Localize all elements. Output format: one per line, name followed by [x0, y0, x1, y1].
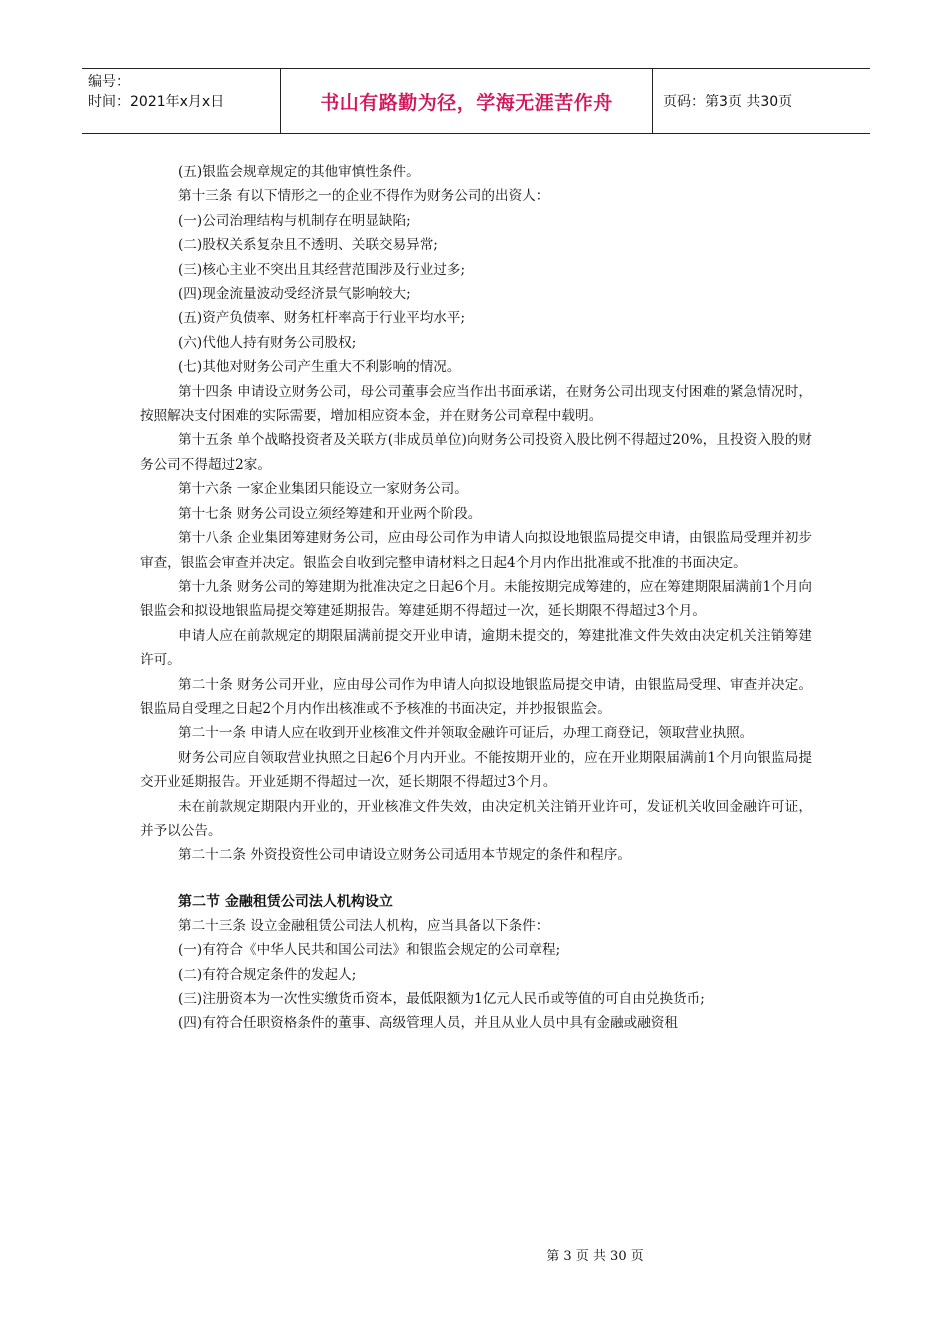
paragraph: 第二十三条 设立金融租赁公司法人机构，应当具备以下条件：: [178, 917, 550, 934]
list-item: (五)银监会规章规定的其他审慎性条件。: [178, 164, 420, 180]
header-meta: [82, 69, 281, 133]
list-item: (三)注册资本为一次性实缴货币资本，最低限额为1亿元人民币或等值的可自由兑换货币;: [178, 991, 705, 1007]
header-time-label: 时间：2021年x月x日: [88, 94, 225, 110]
paragraph: 未在前款规定期限内开业的，开业核准文件失效，由决定机关注销开业许可，发证机关收回金融许可证，并予以公告。: [140, 798, 812, 839]
header-page-info: 页码：第3页 共30页: [663, 94, 793, 110]
paragraph: 第二十条 财务公司开业，应由母公司作为申请人向拟设地银监局提交申请，由银监局受理、审查并决定。银监局自受理之日起2个月内作出核准或不予核准的书面决定，并抄报银监会。: [140, 676, 812, 717]
paragraph: 第十六条 一家企业集团只能设立一家财务公司。: [178, 481, 468, 498]
paragraph: 申请人应在前款规定的期限届满前提交开业申请，逾期未提交的，筹建批准文件失效由决定机关注销筹建许可。: [140, 627, 812, 669]
list-item: (二)股权关系复杂且不透明、关联交易异常;: [178, 237, 438, 254]
section-leasing-company: [140, 914, 812, 1036]
list-item: (七)其他对财务公司产生重大不利影响的情况。: [178, 359, 461, 376]
list-item: (五)资产负债率、财务杠杆率高于行业平均水平;: [178, 310, 466, 327]
header-number-label: 编号：: [88, 74, 130, 90]
paragraph: 第二十一条 申请人应在收到开业核准文件并领取金融许可证后，办理工商登记，领取营业执照。: [178, 725, 754, 742]
page-footer: [0, 1245, 950, 1264]
paragraph: 第二十二条 外资投资性公司申请设立财务公司适用本节规定的条件和程序。: [178, 847, 631, 864]
header-motto: 书山有路勤为径，学海无涯苦作舟: [281, 69, 653, 133]
section-title: 第二节 金融租赁公司法人机构设立: [178, 893, 393, 910]
list-item: (一)有符合《中华人民共和国公司法》和银监会规定的公司章程;: [178, 942, 561, 959]
footer-page-number: 第 3 页 共 30 页: [546, 1249, 644, 1264]
list-item: (二)有符合规定条件的发起人;: [178, 966, 357, 983]
page-header: [82, 68, 870, 134]
paragraph: 第十七条 财务公司设立须经筹建和开业两个阶段。: [178, 505, 482, 522]
paragraph: 财务公司应自领取营业执照之日起6个月内开业。不能按期开业的，应在开业期限届满前1个月向银监局提交开业延期报告。开业延期不得超过一次，延长期限不得超过3个月。: [140, 749, 812, 791]
paragraph: 第十八条 企业集团筹建财务公司，应由母公司作为申请人向拟设地银监局提交申请，由银监局受理并初步审查，银监会审查并决定。银监会自收到完整申请材料之日起4个月内作出批准或不批准的书面决定。: [140, 530, 812, 571]
paragraph: 第十四条 申请设立财务公司，母公司董事会应当作出书面承诺，在财务公司出现支付困难的紧急情况时，按照解决支付困难的实际需要，增加相应资本金，并在财务公司章程中载明。: [140, 383, 812, 425]
list-item: (四)现金流量波动受经济景气影响较大;: [178, 286, 411, 303]
paragraph: 第十五条 单个战略投资者及关联方(非成员单位)向财务公司投资入股比例不得超过20%，且投资入股的财务公司不得超过2家。: [140, 432, 812, 473]
list-item: (一)公司治理结构与机制存在明显缺陷;: [178, 212, 411, 229]
list-item: (三)核心主业不突出且其经营范围涉及行业过多;: [178, 261, 466, 278]
section-financial-company: [140, 160, 812, 868]
document-body: [140, 160, 812, 1036]
paragraph: 第十三条 有以下情形之一的企业不得作为财务公司的出资人：: [178, 188, 550, 205]
list-item: (四)有符合任职资格条件的董事、高级管理人员，并且从业人员中具有金融或融资租: [178, 1015, 678, 1032]
list-item: (六)代他人持有财务公司股权;: [178, 334, 357, 351]
paragraph: 第十九条 财务公司的筹建期为批准决定之日起6个月。未能按期完成筹建的，应在筹建期限届满前1个月向银监会和拟设地银监局提交筹建延期报告。筹建延期不得超过一次，延长期限不得超过3个月。: [140, 578, 812, 620]
